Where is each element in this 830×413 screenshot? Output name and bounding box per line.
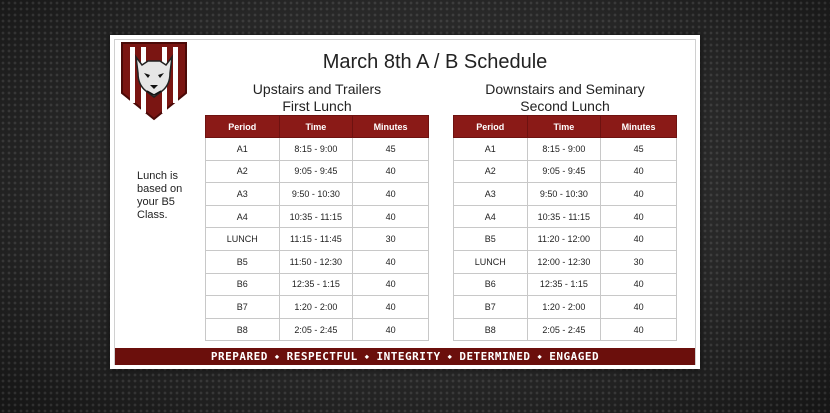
minutes-cell: 40 bbox=[353, 183, 429, 206]
time-cell: 8:15 - 9:00 bbox=[527, 138, 601, 161]
period-cell: B6 bbox=[206, 273, 280, 296]
time-cell: 1:20 - 2:00 bbox=[527, 296, 601, 319]
column-header: Minutes bbox=[601, 116, 677, 138]
table-header-row bbox=[454, 116, 677, 138]
time-cell: 12:35 - 1:15 bbox=[279, 273, 353, 296]
time-cell: 9:05 - 9:45 bbox=[527, 160, 601, 183]
table-row bbox=[206, 250, 429, 273]
table-row bbox=[454, 183, 677, 206]
period-cell: B6 bbox=[454, 273, 528, 296]
minutes-cell: 40 bbox=[353, 296, 429, 319]
period-cell: A1 bbox=[454, 138, 528, 161]
lunch-note: Lunch is based on your B5 Class. bbox=[137, 170, 183, 221]
time-cell: 9:50 - 10:30 bbox=[279, 183, 353, 206]
first-lunch-table bbox=[205, 115, 429, 341]
period-cell: A3 bbox=[206, 183, 280, 206]
table-row bbox=[454, 205, 677, 228]
period-cell: A4 bbox=[454, 205, 528, 228]
table-row bbox=[206, 160, 429, 183]
minutes-cell: 40 bbox=[353, 273, 429, 296]
period-cell: A2 bbox=[454, 160, 528, 183]
period-cell: B5 bbox=[206, 250, 280, 273]
period-cell: B7 bbox=[454, 296, 528, 319]
column-header: Period bbox=[454, 116, 528, 138]
minutes-cell: 40 bbox=[601, 160, 677, 183]
time-cell: 2:05 - 2:45 bbox=[527, 318, 601, 341]
left-subtitle-line1: Upstairs and Trailers bbox=[252, 81, 382, 97]
second-lunch-table bbox=[453, 115, 677, 341]
minutes-cell: 40 bbox=[353, 318, 429, 341]
minutes-cell: 30 bbox=[601, 250, 677, 273]
column-header: Period bbox=[206, 116, 280, 138]
schedule-slide bbox=[110, 35, 700, 369]
table-row bbox=[454, 296, 677, 319]
table-row bbox=[454, 250, 677, 273]
time-cell: 8:15 - 9:00 bbox=[279, 138, 353, 161]
time-cell: 1:20 - 2:00 bbox=[279, 296, 353, 319]
minutes-cell: 40 bbox=[601, 273, 677, 296]
period-cell: B5 bbox=[454, 228, 528, 251]
table-row bbox=[206, 318, 429, 341]
minutes-cell: 40 bbox=[601, 228, 677, 251]
time-cell: 12:35 - 1:15 bbox=[527, 273, 601, 296]
minutes-cell: 40 bbox=[601, 318, 677, 341]
right-subtitle-line1: Downstairs and Seminary bbox=[485, 81, 645, 97]
period-cell: A4 bbox=[206, 205, 280, 228]
left-subtitle-line2: First Lunch bbox=[282, 98, 352, 114]
table-row bbox=[206, 296, 429, 319]
wolf-crest-icon bbox=[120, 41, 188, 121]
table-row bbox=[454, 138, 677, 161]
time-cell: 12:00 - 12:30 bbox=[527, 250, 601, 273]
minutes-cell: 40 bbox=[601, 183, 677, 206]
time-cell: 9:50 - 10:30 bbox=[527, 183, 601, 206]
time-cell: 11:50 - 12:30 bbox=[279, 250, 353, 273]
column-header: Minutes bbox=[353, 116, 429, 138]
table-row bbox=[206, 205, 429, 228]
time-cell: 9:05 - 9:45 bbox=[279, 160, 353, 183]
table-row bbox=[206, 273, 429, 296]
period-cell: B7 bbox=[206, 296, 280, 319]
table-row bbox=[454, 228, 677, 251]
column-header: Time bbox=[279, 116, 353, 138]
time-cell: 11:15 - 11:45 bbox=[279, 228, 353, 251]
right-subtitle bbox=[453, 81, 677, 115]
minutes-cell: 45 bbox=[601, 138, 677, 161]
time-cell: 11:20 - 12:00 bbox=[527, 228, 601, 251]
table-row bbox=[454, 273, 677, 296]
minutes-cell: 40 bbox=[353, 250, 429, 273]
table-row bbox=[206, 138, 429, 161]
minutes-cell: 30 bbox=[353, 228, 429, 251]
period-cell: A2 bbox=[206, 160, 280, 183]
minutes-cell: 40 bbox=[353, 160, 429, 183]
period-cell: A3 bbox=[454, 183, 528, 206]
period-cell: LUNCH bbox=[206, 228, 280, 251]
minutes-cell: 40 bbox=[353, 205, 429, 228]
period-cell: B8 bbox=[206, 318, 280, 341]
table-header-row bbox=[206, 116, 429, 138]
right-subtitle-line2: Second Lunch bbox=[520, 98, 610, 114]
table-row bbox=[206, 183, 429, 206]
table-row bbox=[206, 228, 429, 251]
values-footer-banner: PREPARED ⬩ RESPECTFUL ⬩ INTEGRITY ⬩ DETERMINED ⬩ ENGAGED bbox=[115, 348, 695, 365]
time-cell: 10:35 - 11:15 bbox=[527, 205, 601, 228]
period-cell: A1 bbox=[206, 138, 280, 161]
minutes-cell: 40 bbox=[601, 296, 677, 319]
period-cell: B8 bbox=[454, 318, 528, 341]
column-header: Time bbox=[527, 116, 601, 138]
table-row bbox=[454, 318, 677, 341]
table-row bbox=[454, 160, 677, 183]
time-cell: 2:05 - 2:45 bbox=[279, 318, 353, 341]
left-subtitle bbox=[205, 81, 429, 115]
time-cell: 10:35 - 11:15 bbox=[279, 205, 353, 228]
minutes-cell: 45 bbox=[353, 138, 429, 161]
period-cell: LUNCH bbox=[454, 250, 528, 273]
page-title: March 8th A / B Schedule bbox=[322, 51, 548, 73]
minutes-cell: 40 bbox=[601, 205, 677, 228]
